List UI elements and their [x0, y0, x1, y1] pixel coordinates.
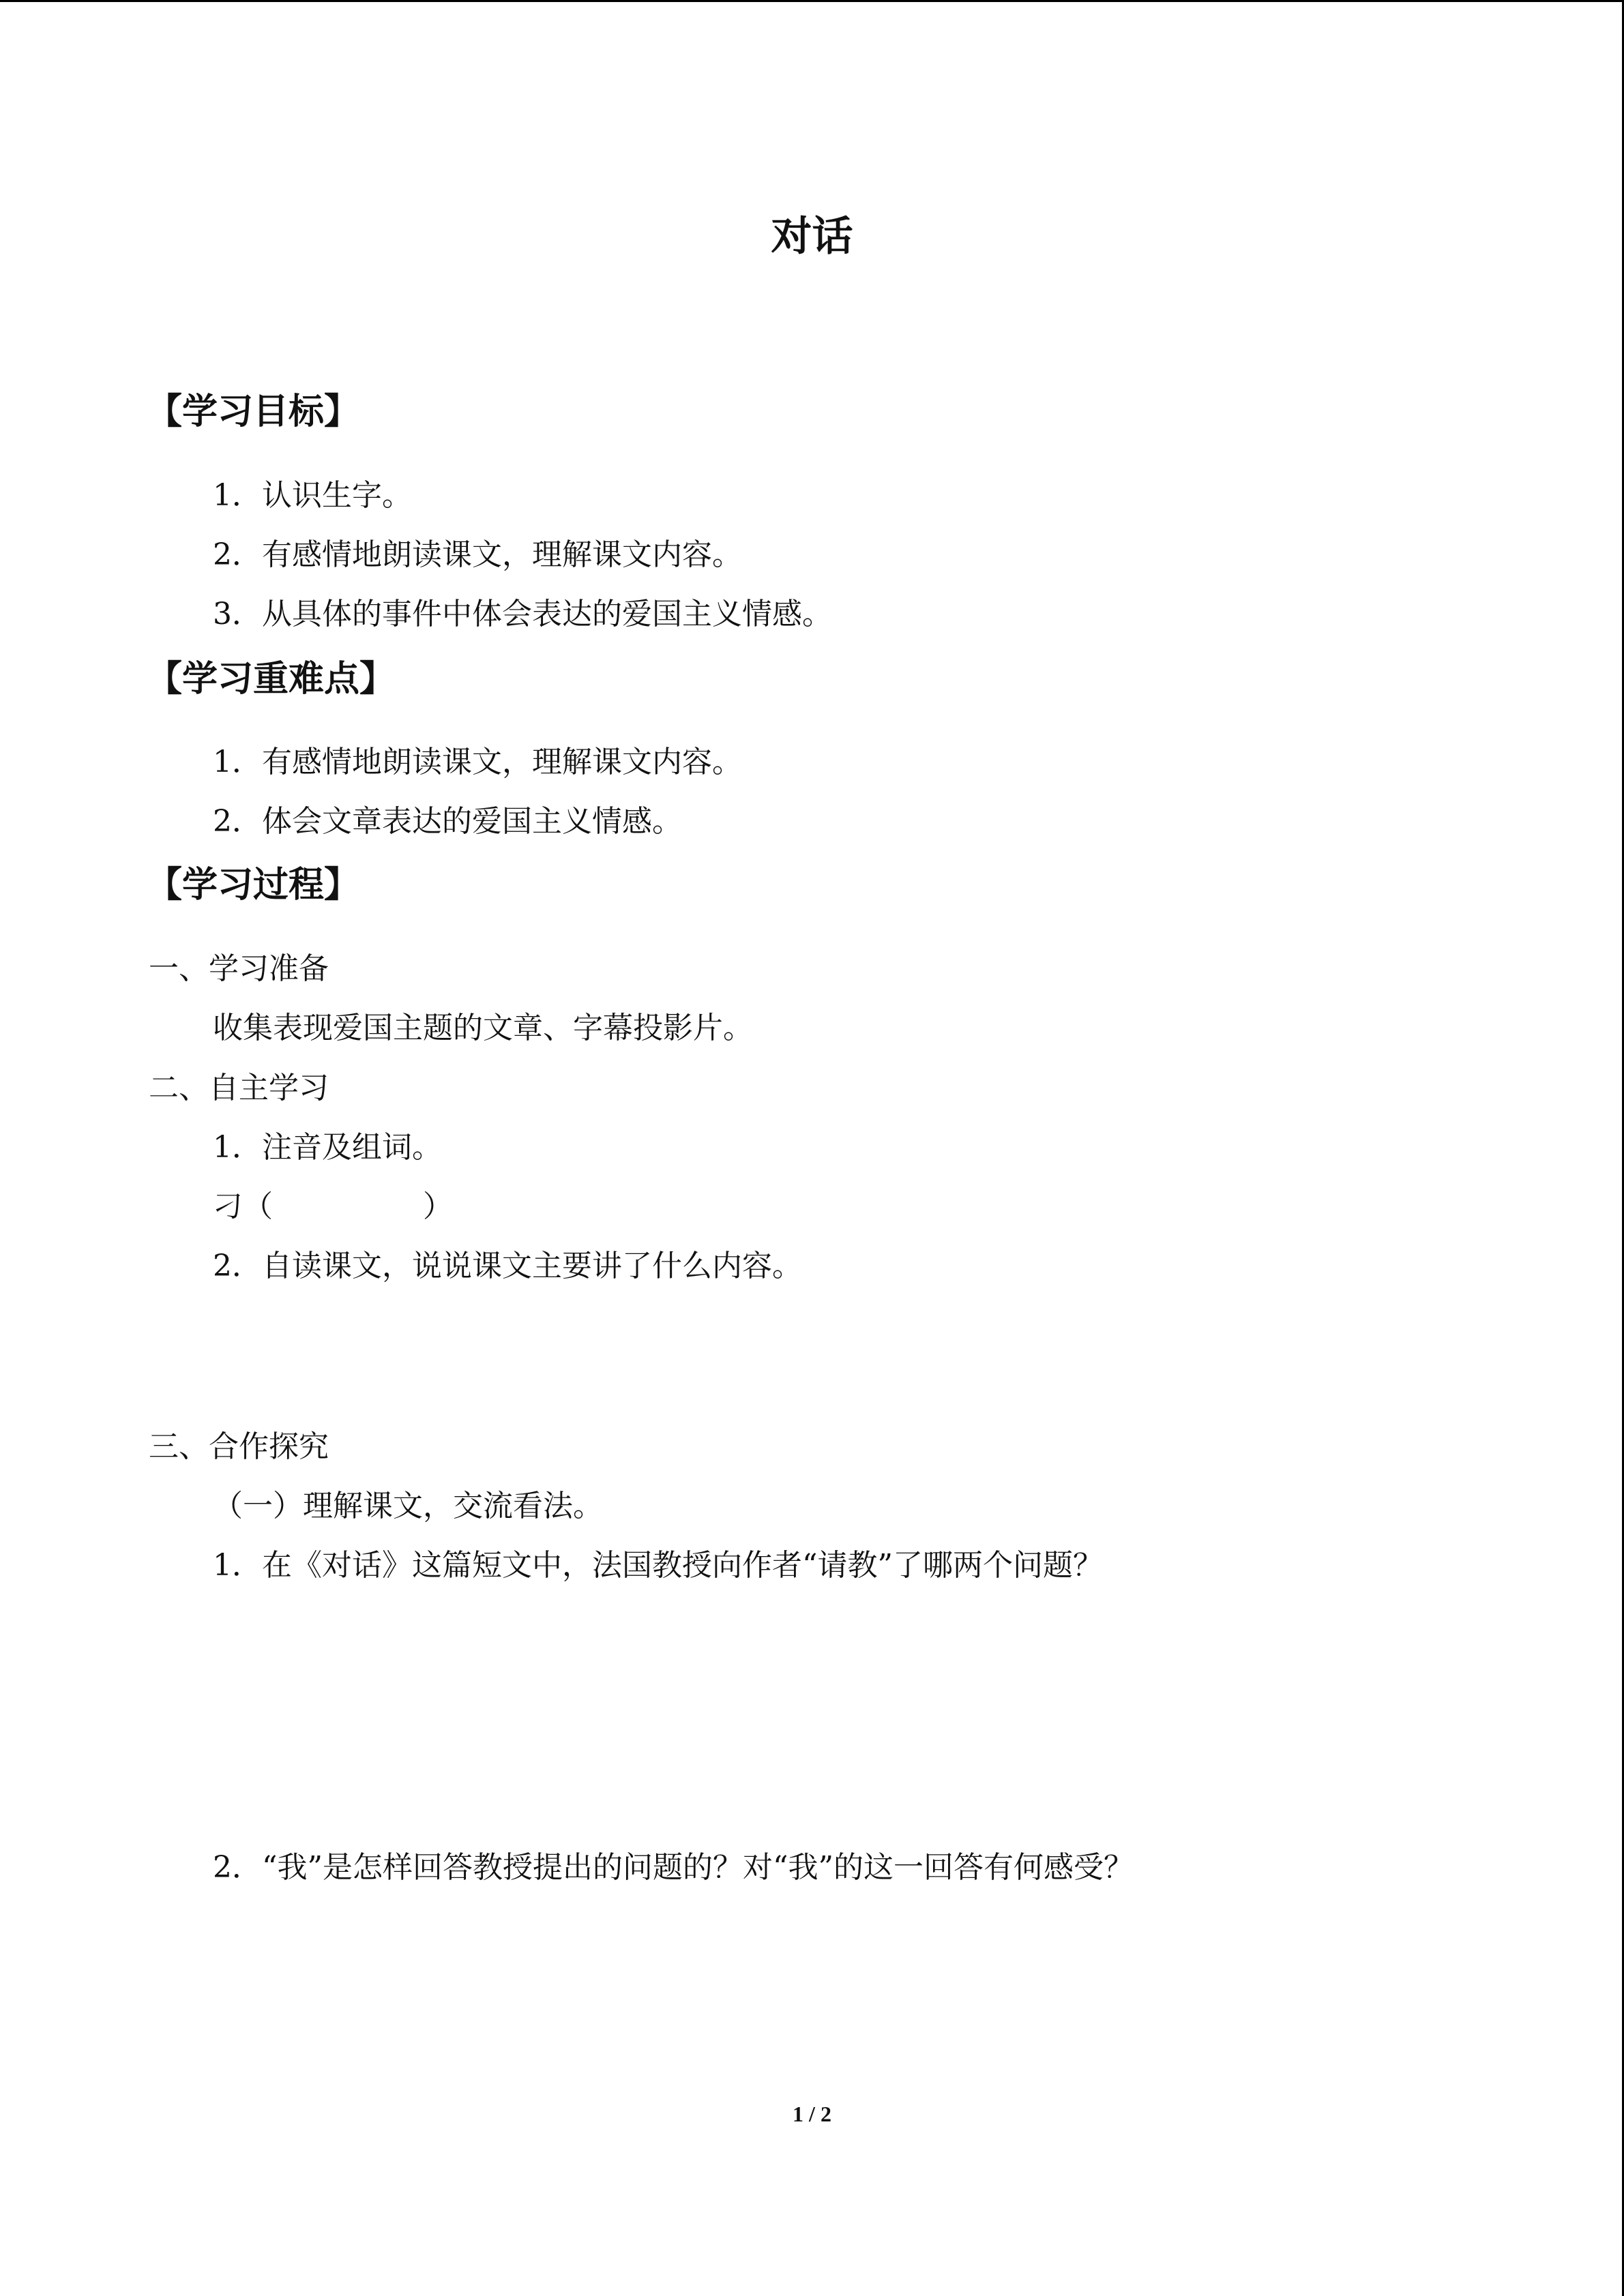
self-study-answer-blank: 刁（ ）: [213, 1189, 453, 1224]
cooperation-question-1: 1．在《对话》这篇短文中，法国教授向作者“请教”了哪两个问题？: [213, 1548, 1103, 1583]
goals-heading: 【学习目标】: [147, 391, 360, 432]
self-study-question-2: 2．自读课文，说说课文主要讲了什么内容。: [213, 1249, 802, 1283]
goal-item-3: 3．从具体的事件中体会表达的爱国主义情感。: [213, 597, 832, 631]
key-point-item-2: 2．体会文章表达的爱国主义情感。: [213, 804, 682, 839]
key-point-item-1: 1．有感情地朗读课文，理解课文内容。: [213, 745, 742, 779]
cooperation-subheading: （一）理解课文，交流看法。: [213, 1489, 603, 1523]
cooperation-question-2: 2．“我”是怎样回答教授提出的问题的？对“我”的这一回答有何感受？: [213, 1850, 1134, 1885]
key-points-heading: 【学习重难点】: [147, 659, 396, 700]
section-preparation-text: 收集表现爱国主题的文章、字幕投影片。: [213, 1011, 753, 1045]
goal-item-2: 2．有感情地朗读课文，理解课文内容。: [213, 537, 742, 572]
process-heading: 【学习过程】: [147, 865, 360, 906]
page-title: 对话: [771, 213, 853, 260]
self-study-question-1: 1．注音及组词。: [213, 1130, 442, 1165]
section-cooperation-title: 三、合作探究: [149, 1429, 329, 1464]
section-self-study-title: 二、自主学习: [149, 1071, 329, 1105]
goal-item-1: 1．认识生字。: [213, 478, 412, 513]
section-preparation-title: 一、学习准备: [149, 951, 329, 986]
page-number: 1 / 2: [793, 2102, 831, 2126]
page-border-top: [0, 0, 1624, 2]
